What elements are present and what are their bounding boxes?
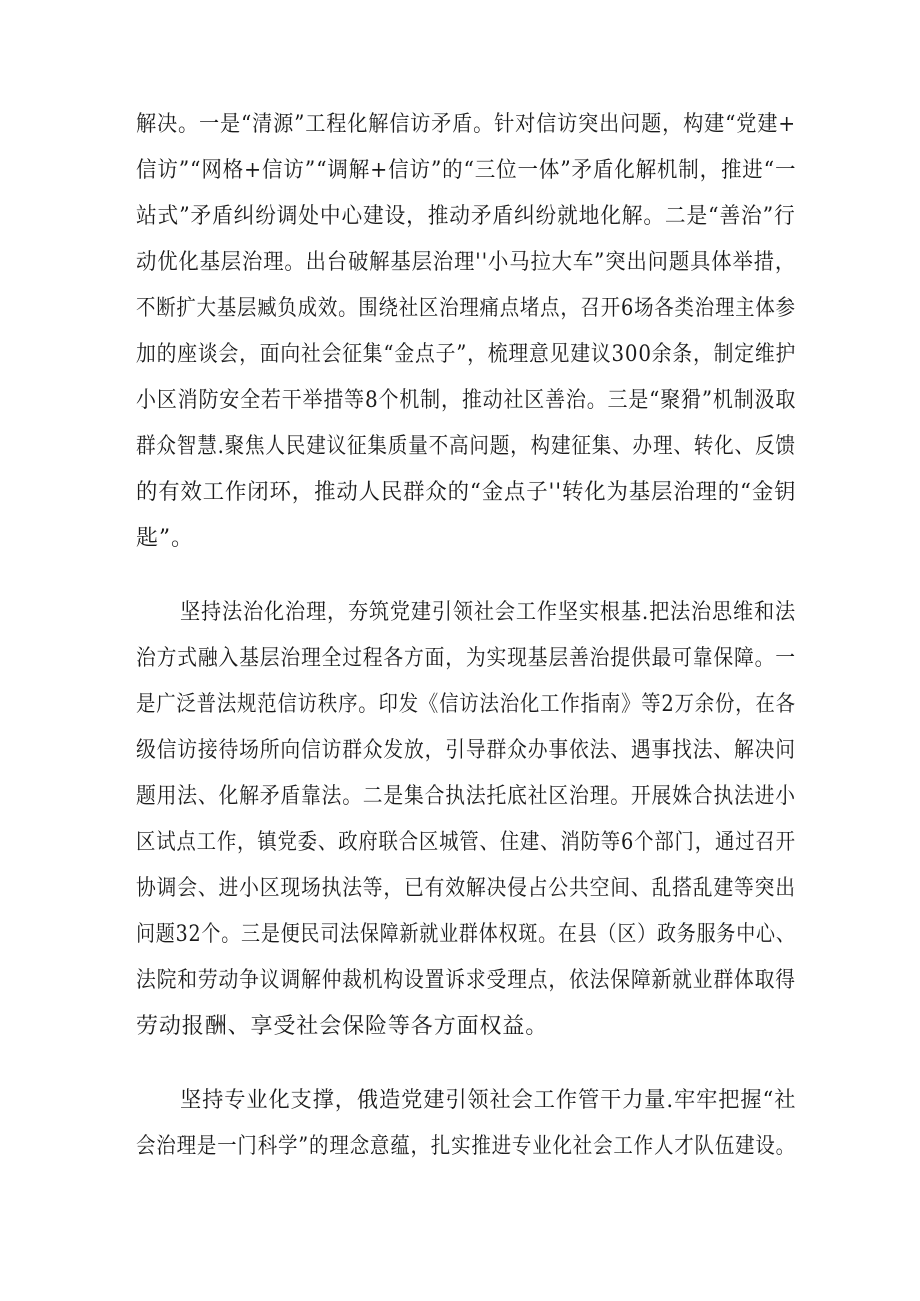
text-line: 动优化基层治理。出台破解基层治理''小马拉大车”突出问题具体举措， (136, 250, 797, 275)
text-line: 协调会、进小区现场执法等，已有效解决侵占公共空间、乱搭乱建等突出 (136, 876, 796, 901)
text-line: 劳动报酬、享受社会保险等各方面权益。 (136, 1014, 549, 1039)
text-line: 站式”矛盾纠纷调处中心建设，推动矛盾纠纷就地化解。二是“善治”行 (136, 204, 796, 229)
text-line: 法院和劳动争议调解仲裁机构设置诉求受理点，依法保障新就业群体取得 (136, 968, 796, 993)
text-line: 会治理是一门科学”的理念意蕴，扎实推进专业化社会工作人才队伍建设。 (136, 1134, 796, 1159)
text-line: 治方式融入基层治理全过程各方面，为实现基层善治提供最可靠保障。一 (136, 646, 796, 671)
text-line: 群众智慧.聚焦人民建议征集质量不高问题，构建征集、办理、转化、反馈 (136, 434, 796, 459)
text-line: 信访”“网格+信访”“调解+信访”的“三位一体”矛盾化解机制，推进“一 (136, 158, 797, 183)
text-line: 题用法、化解矛盾靠法。二是集合执法托底社区治理。开展姝合执法进小 (136, 784, 796, 809)
text-line: 问题32个。三是便民司法保障新就业群体权斑。在县（区）政务服务中心、 (136, 922, 796, 947)
text-line: 解决。一是“清源”工程化解信访矛盾。针对信访突出问题，构建“党建+ (136, 112, 796, 137)
text-line: 级信访接待场所向信访群众发放，引导群众办事依法、遇事找法、解决问 (136, 738, 796, 763)
text-line: 坚持法治化治理，夯筑党建引领社会工作坚实根基.把法治思维和法 (180, 600, 797, 625)
text-line: 不断扩大基层臧负成效。围绕社区治理痛点堵点，召开6场各类治理主体参 (136, 296, 796, 321)
text-line: 匙”。 (136, 526, 194, 551)
text-line: 加的座谈会，面向社会征集“金点子”，梳理意见建议300余条，制定维护 (136, 342, 797, 367)
text-line: 区试点工作，镇党委、政府联合区城管、住建、消防等6个部门，通过召开 (136, 830, 796, 855)
text-line: 是广泛普法规范信访秩序。印发《信访法治化工作指南》等2万余份，在各 (136, 692, 796, 717)
text-line: 的有效工作闭环，推动人民群众的“金点子''转化为基层治理的“金钥 (136, 480, 797, 505)
text-line: 坚持专业化支撑，俄造党建引领社会工作管干力量.牢牢把握“社 (180, 1088, 797, 1113)
text-line: 小区消防安全若干举措等8个机制，推动社区善治。三是“聚猾”机制汲取 (136, 388, 797, 413)
